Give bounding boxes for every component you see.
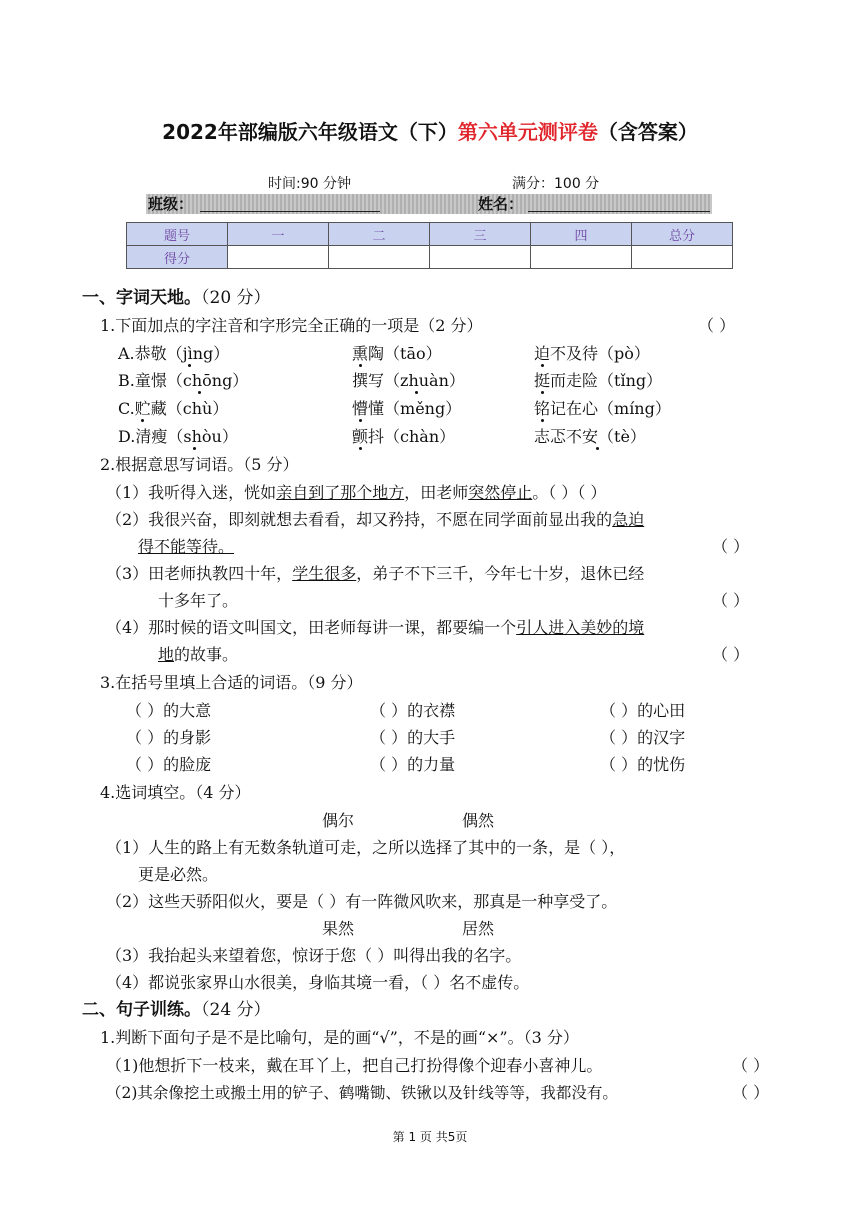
- q2-line-2: （2）我很兴奋，即刻就想去看看，却又矜持，不愿在同学面前显出我的急迫: [106, 510, 645, 529]
- option-c-2: 懵懂（měng）: [352, 399, 462, 418]
- option-d-1: D.清瘦（shòu）: [118, 427, 238, 446]
- option-a-2: 熏陶（tāo）: [352, 344, 442, 363]
- class-label: 班级：: [148, 195, 194, 213]
- option-a-3: 迫不及待（pò）: [534, 344, 650, 363]
- s1-paren-1[interactable]: （ ）: [732, 1056, 770, 1075]
- s1-paren-2[interactable]: （ ）: [732, 1083, 770, 1102]
- q2-line-2b: 得不能等待。: [138, 537, 235, 556]
- q4-line-1b: 更是必然。: [138, 865, 219, 884]
- option-b-3: 挺而走险（tǐng）: [534, 371, 663, 390]
- q3-item[interactable]: （ ）的忧伤: [600, 755, 686, 774]
- option-c-1: C.贮藏（chù）: [118, 399, 229, 418]
- section-2-points: （24 分）: [201, 1000, 271, 1020]
- score-cell[interactable]: [430, 246, 531, 269]
- score-cell[interactable]: [228, 246, 329, 269]
- q3-item[interactable]: （ ）的汉字: [600, 728, 686, 747]
- q2-line-1: （1）我听得入迷，恍如亲自到了那个地方，田老师突然停止。（ ）（ ）: [106, 483, 607, 502]
- header-cell: 题号: [127, 223, 228, 246]
- q4-stem: 4.选词填空。（4 分）: [100, 783, 251, 802]
- score-table-header: [127, 223, 733, 246]
- section-2-title: [82, 999, 271, 1021]
- q4-line-1: （1）人生的路上有无数条轨道可走，之所以选择了其中的一条，是（ ），: [106, 838, 626, 857]
- option-b-1: B.童憬（chōng）: [118, 371, 249, 390]
- time-label: 时间:90 分钟: [268, 176, 351, 192]
- header-cell: 四: [531, 223, 632, 246]
- q2-stem: 2.根据意思写词语。（5 分）: [100, 455, 299, 474]
- s1-line-1: （1)他想折下一枝来，戴在耳丫上，把自己打扮得像个迎春小喜神儿。: [106, 1056, 603, 1075]
- q3-item[interactable]: （ ）的力量: [370, 755, 456, 774]
- q4-word-option: 居然: [462, 919, 495, 938]
- q4-word-option: 偶尔: [322, 811, 355, 830]
- q2-line-3: （3）田老师执教四十年，学生很多，弟子不下三千，今年七十岁，退休已经: [106, 564, 645, 583]
- q3-item[interactable]: （ ）的大意: [126, 701, 212, 720]
- q4-line-4: （4）都说张家界山水很美，身临其境一看，（ ）名不虚传。: [106, 973, 530, 992]
- title-highlight: 第六单元测评卷: [457, 120, 598, 144]
- page-title: [0, 116, 860, 145]
- name-blank[interactable]: [528, 211, 710, 212]
- score-cell[interactable]: [531, 246, 632, 269]
- q4-word-option: 偶然: [462, 811, 495, 830]
- score-table-row: [127, 246, 733, 269]
- q2-line-3b: 十多年了。: [158, 591, 239, 610]
- header-cell: 一: [228, 223, 329, 246]
- class-blank[interactable]: [200, 211, 380, 212]
- header-cell: 三: [430, 223, 531, 246]
- q2-paren-2[interactable]: （ ）: [712, 537, 750, 556]
- q3-item[interactable]: （ ）的大手: [370, 728, 456, 747]
- q1-stem: 1.下面加点的字注音和字形完全正确的一项是（2 分）: [100, 316, 483, 335]
- header-cell: 二: [329, 223, 430, 246]
- q3-item[interactable]: （ ）的脸庞: [126, 755, 212, 774]
- q3-item[interactable]: （ ）的衣襟: [370, 701, 456, 720]
- section-1-title: [82, 287, 271, 309]
- section-2-label: 二、句子训练。: [82, 1000, 201, 1020]
- option-d-3: 志忑不安（tè）: [534, 427, 646, 446]
- score-cell[interactable]: [632, 246, 733, 269]
- s1-stem: 1.判断下面句子是不是比喻句，是的画“√”，不是的画“×”。（3 分）: [100, 1028, 579, 1047]
- header-cell: 总分: [632, 223, 733, 246]
- option-b-2: 撰写（zhuàn）: [352, 371, 465, 390]
- q2-paren-3[interactable]: （ ）: [712, 591, 750, 610]
- option-d-2: 颤抖（chàn）: [352, 427, 456, 446]
- q4-line-2: （2）这些天骄阳似火，要是（ ）有一阵微风吹来，那真是一种享受了。: [106, 892, 618, 911]
- q3-stem: 3.在括号里填上合适的词语。（9 分）: [100, 673, 363, 692]
- q1-answer-paren[interactable]: （ ）: [698, 316, 736, 335]
- score-cell[interactable]: [329, 246, 430, 269]
- q4-line-3: （3）我抬起头来望着您，惊讶于您（ ）叫得出我的名字。: [106, 946, 522, 965]
- option-a-1: A.恭敬（jìng）: [118, 344, 230, 363]
- section-1-points: （20 分）: [201, 288, 271, 308]
- q3-item[interactable]: （ ）的身影: [126, 728, 212, 747]
- s1-line-2: （2)其余像挖土或搬土用的铲子、鹤嘴锄、铁锹以及针线等等，我都没有。: [106, 1084, 618, 1102]
- page-footer: 第 1 页 共5页: [392, 1130, 468, 1144]
- q2-line-4b: 地的故事。: [158, 645, 239, 664]
- q2-line-4: （4）那时候的语文叫国文，田老师每讲一课，都要编一个引人进入美妙的境: [106, 618, 645, 637]
- title-tail: （含答案）: [597, 120, 698, 144]
- section-1-label: 一、字词天地。: [82, 288, 201, 308]
- title-main: 2022年部编版六年级语文（下）: [162, 120, 458, 144]
- row-label: 得分: [127, 246, 228, 269]
- name-label: 姓名：: [478, 195, 524, 213]
- q3-item[interactable]: （ ）的心田: [600, 701, 686, 720]
- option-c-3: 铭记在心（míng）: [534, 399, 671, 418]
- q4-word-option: 果然: [322, 919, 355, 938]
- q2-paren-4[interactable]: （ ）: [712, 645, 750, 664]
- score-table: [126, 222, 733, 269]
- student-info-bar: [146, 194, 712, 214]
- full-score-label: 满分：100 分: [512, 176, 600, 192]
